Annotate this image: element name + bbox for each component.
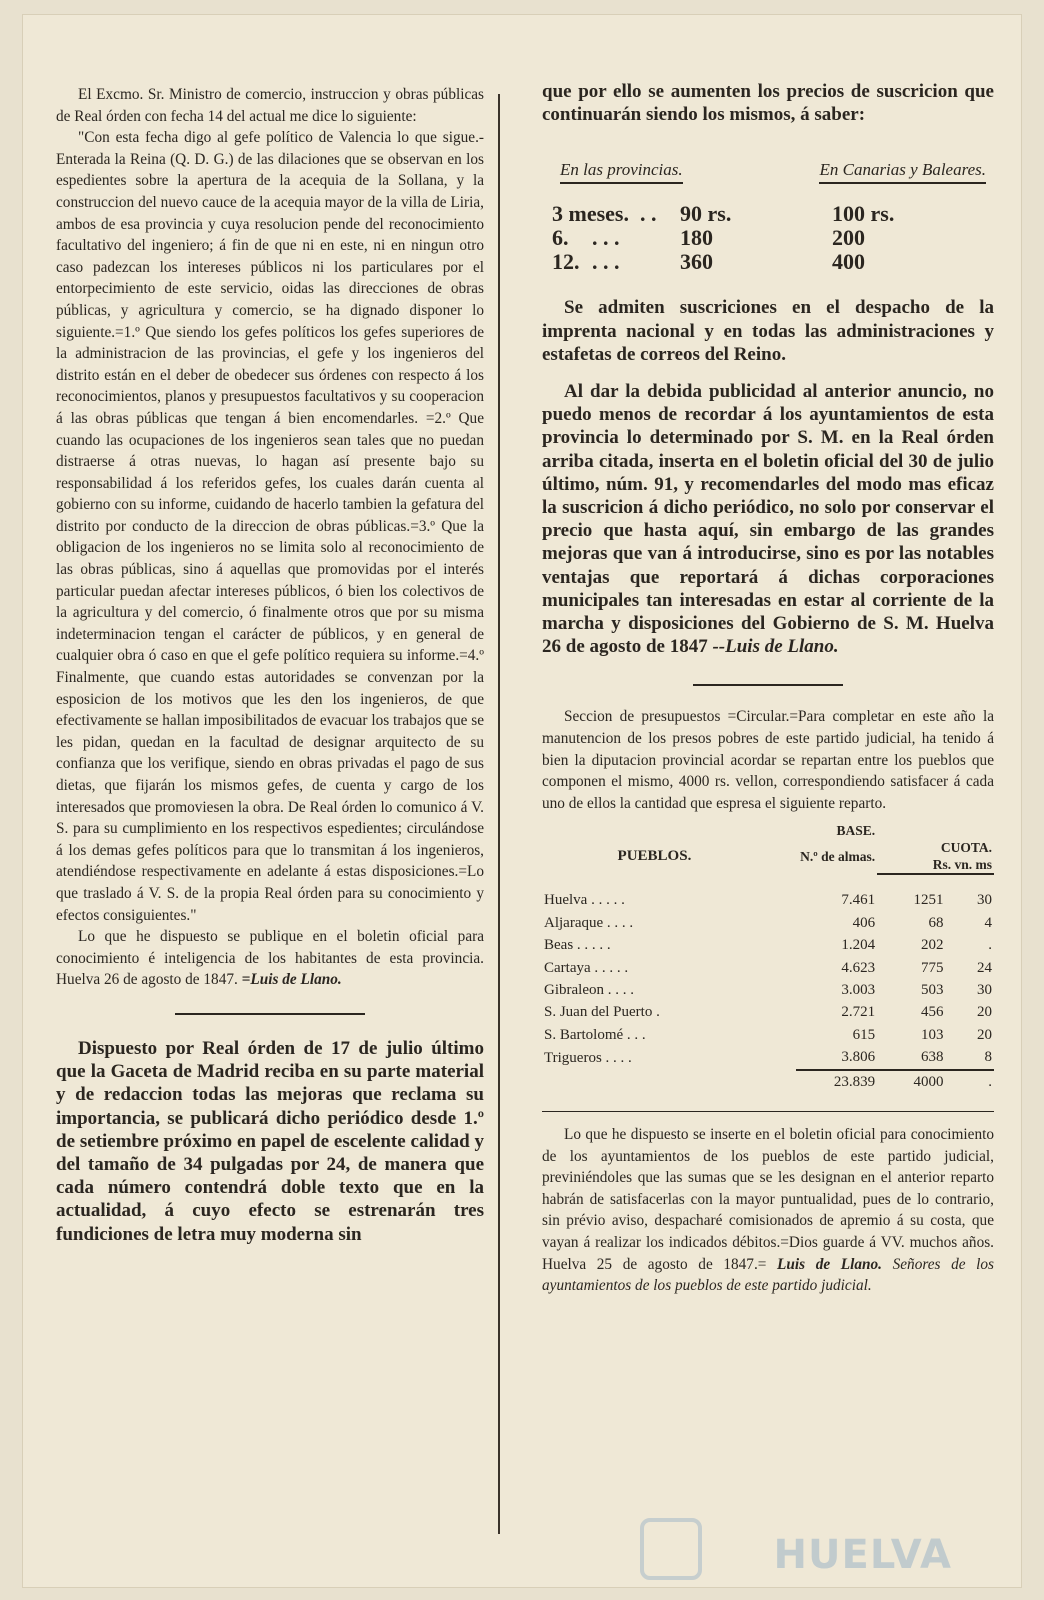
leader-dots: . . . . . [594, 959, 629, 976]
leader-dots: . . . . [605, 1049, 632, 1066]
royal-order-text: "Con esta fecha digo al gefe político de Valencia lo que sigue.- Enterada la Reina (Q. D. G.) de las dilaciones que se observan en los espedientes sobre la apertura de la acequia de la Sollana, y la construccion del nuevo cauce de la acequia mayor de la villa de Liria, ambos de esa provincia y cuya resolucion pende del reconocimiento facultativo del ingeniero; á fin de que ni en este, ni en ningun otro caso padezcan los intereses públicos ni los particulares por el entorpecimiento de este servicio, oidas las direcciones de obras públicas, y agricultura y comercio, se ha dignado disponer lo siguiente.=1.º Que siendo los gefes políticos los gefes superiores de la administracion de las provincias, el gefe y los ingenieros del distrito están en el deber de obedecer sus órdenes con respecto á los reconocimientos, planos y presupuestos facultativos y su cooperacion á las obras públicas que tengan á bien encomendarles. =2.º Que cuando las ocupaciones de los ingenieros sean tales que no puedan distraerse á otras nuevas, lo hagan así presente bajo su responsabilidad á los referidos gefes, los cuales darán cuenta al gobierno con su informe, cuidando de hacerlo tambien la gefatura del distrito por conducto de la direccion de obras públicas.=3.º Que la obligacion de los ingenieros no se limita solo al reconocimiento de las obras públicas, sino á aquellas que promovidas por el interés particular puedan afectar intereses públicos, ó bien los colectivos de la agricultura y del comercio, ó finalmente otros que por su misma indeterminacion tengan el carácter de públicos, y en general de cualquier obra ó caso en que el gefe político requiera su informe.=4.º Finalmente, que cuando estas autoridades se convenzan por la esposicion de los motivos que les den los ingenieros, de que efectivamente se hallan imposibilitados de evacuar los trabajos que se les pidan, quedan en la facultad de designar arquitecto de su confianza que los verifique, siendo en obras privadas el pago de sus dietas, que fijarán los mismos gefes, de cuenta y cargo de los interesados que promoviesen la obra. De Real órden lo comunico á V. S. para su cumplimiento en los respectivos espedientes; circulándose á los demas gefes políticos para que lo transmitan á los ingenieros, atendiéndose respectivamente en adelante á estas disposiciones.=Lo que traslado á V. S. de la propia Real órden para su conocimiento y efectos consiguientes." [56, 129, 484, 924]
total-rs: 4000 [913, 1073, 944, 1090]
price-provincias: 360 [680, 249, 713, 275]
leader-dots: . . . . [607, 982, 634, 999]
publication-note-text: Lo que he dispuesto se publique en el boletin oficial para conocimiento é inteligencia de los habitantes de esta provincia. Huelva 26 de agosto de 1847. [56, 928, 484, 989]
header-cuota: CUOTA. [940, 840, 992, 856]
total-ms: . [988, 1073, 992, 1090]
period: 12. [552, 249, 580, 275]
signature: Luis de Llano. [777, 1255, 882, 1273]
price-canarias: 200 [832, 225, 865, 251]
column-divider [498, 94, 500, 1534]
almas-cell: 1.204 [841, 937, 876, 954]
table-row [542, 957, 994, 979]
header-almas: N.º de almas. [800, 849, 876, 865]
table-row [542, 1024, 994, 1046]
leader-dots: . . . [592, 249, 620, 275]
almas-cell: 7.461 [841, 892, 876, 909]
header-provincias: En las provincias. [560, 160, 683, 184]
left-column [56, 84, 484, 1246]
gaceta-continuation: que por ello se aumenten los precios de suscricion que continuarán siendo los mismos, á saber: [542, 81, 994, 126]
publication-note [56, 926, 484, 991]
ms-cell: 4 [984, 914, 992, 931]
almas-cell: 3.003 [841, 982, 876, 999]
table-row [542, 1046, 994, 1069]
ms-cell: 20 [977, 1026, 992, 1043]
pueblo-name: Trigueros [544, 1049, 602, 1066]
leader-dots: . . [640, 201, 657, 227]
rs-cell: 1251 [913, 892, 944, 909]
price-row [552, 250, 994, 274]
period: 6. [552, 225, 569, 251]
rs-cell: 103 [920, 1026, 944, 1043]
leader-dots: . . . [626, 1026, 646, 1043]
price-canarias: 100 rs. [832, 201, 895, 227]
header-rsvn: Rs. vn. ms [932, 857, 992, 873]
pueblo-name: Cartaya [544, 959, 591, 976]
leader-dots: . . . . [606, 914, 634, 931]
recommendation-text: Al dar la debida publicidad al anterior anuncio, no puedo menos de recordar á los ayuntamientos de esta provincia lo determinado por S. M. en la Real órden arriba citada, inserta en el boletin oficial del 30 de julio último, núm. 91, y recomendarles del modo mas eficaz la suscricion á dicho periódico, no solo por conservar el precio que hasta aquí, sin embargo de las grandes mejoras que van á introducirse, sino es por las notables ventajas que reportará á dichas corporaciones municipales tan interesadas en estar al corriente de la marcha y disposiciones del Gobierno de S. M. Huelva 26 de agosto de 1847 [542, 381, 994, 658]
separator-rule [542, 1111, 994, 1112]
leader-dots: . . . . . [591, 892, 625, 909]
rs-cell: 68 [928, 914, 944, 931]
watermark-logo [640, 1518, 702, 1580]
ms-cell: . [988, 937, 992, 954]
table-row [542, 934, 994, 956]
newspaper-page [22, 14, 1022, 1588]
ms-cell: 24 [977, 959, 992, 976]
price-row [552, 202, 994, 226]
pueblo-name: Huelva [544, 892, 588, 909]
almas-cell: 4.623 [841, 959, 876, 976]
price-row [552, 226, 994, 250]
rs-cell: 456 [920, 1004, 944, 1021]
price-provincias: 90 rs. [680, 201, 732, 227]
signature: =Luis de Llano. [241, 971, 342, 989]
table-row [542, 912, 994, 934]
table-row [542, 889, 994, 911]
closing-notice [542, 1124, 994, 1297]
apportionment-table [542, 822, 994, 1093]
subscription-header [560, 160, 986, 184]
table-row [542, 979, 994, 1001]
table-total-row [542, 1070, 994, 1093]
period: 3 meses. [552, 201, 629, 227]
ms-cell: 8 [945, 1046, 994, 1069]
almas-cell: 3.806 [796, 1046, 878, 1069]
table-row [542, 1001, 994, 1023]
watermark-text: HUELVA [773, 1532, 952, 1578]
budget-circular: Seccion de presupuestos =Circular.=Para completar en este año la manutencion de los presos pobres de este partido judicial, ha tenido á bien la diputacion provincial acordar se repartan entre los pueblos que componen el mismo, 4000 rs. vellon, correspondiendo satisfacer á cada uno de ellos la cantidad que espresa el siguiente reparto. [542, 708, 994, 812]
pueblo-name: Aljaraque [544, 914, 604, 931]
closing-text: Lo que he dispuesto se inserte en el boletin oficial para conocimiento de los ayuntamientos de los pueblos de este partido judicial, previniéndoles que las sumas que se les designan en el anterior reparto habrán de satisfacerlas con la mayor puntualidad, pues de lo contrario, sin prévio aviso, despacharé comisionados de apremio á su costa, que vayan á realizar los indicados débitos.=Dios guarde á VV. muchos años. Huelva 25 de agosto de 1847.= [542, 1126, 994, 1273]
separator-rule [693, 684, 843, 686]
ms-cell: 30 [977, 892, 992, 909]
total-almas: 23.839 [833, 1073, 876, 1090]
header-pueblos: PUEBLOS. [617, 848, 692, 865]
pueblo-name: Beas [544, 937, 574, 954]
ms-cell: 20 [977, 1004, 992, 1021]
separator-rule [175, 1013, 365, 1015]
pueblo-name: Gibraleon [544, 982, 604, 999]
signature: --Luis de Llano. [712, 636, 839, 658]
pueblo-name: S. Juan del Puerto [544, 1004, 653, 1021]
rs-cell: 202 [920, 937, 944, 954]
rs-cell: 775 [920, 959, 944, 976]
almas-cell: 2.721 [841, 1004, 876, 1021]
gaceta-announcement: Dispuesto por Real órden de 17 de julio último que la Gaceta de Madrid reciba en su parte material y de redaccion todas las mejoras que reclama su importancia, se publicará dicho periódico desde 1.º de setiembre próximo en papel de escelente calidad y del tamaño de 34 pulgadas por 24, de manera que cada número contendrá doble texto que en la actualidad, á cuyo efecto se estrenarán tres fundiciones de letra muy moderna sin [56, 1037, 484, 1245]
table-header-row [542, 822, 994, 839]
price-provincias: 180 [680, 225, 713, 251]
table-header-row [542, 839, 994, 874]
leader-dots: . [656, 1004, 660, 1021]
governor-recommendation [542, 380, 994, 658]
ministerial-intro: El Excmo. Sr. Ministro de comercio, instruccion y obras públicas de Real órden con fecha 14 del actual me dice lo siguiente: [56, 86, 484, 125]
almas-cell: 615 [852, 1026, 876, 1043]
leader-dots: . . . . . [576, 937, 611, 954]
ms-cell: 30 [977, 982, 992, 999]
price-canarias: 400 [832, 249, 865, 275]
subscription-points: Se admiten suscriciones en el despacho de la imprenta nacional y en todas las administraciones y estafetas de correos del Reino. [542, 297, 994, 365]
addressee: Señores de los ayuntamientos de los pueblos de este partido judicial. [542, 1255, 994, 1295]
rs-cell: 638 [877, 1046, 945, 1069]
pueblo-name: S. Bartolomé [544, 1026, 624, 1043]
header-canarias: En Canarias y Baleares. [819, 160, 986, 184]
header-base: BASE. [836, 823, 876, 839]
right-column [542, 80, 994, 1297]
leader-dots: . . . [592, 225, 620, 251]
rs-cell: 503 [920, 982, 944, 999]
almas-cell: 406 [852, 914, 876, 931]
subscription-prices [552, 202, 994, 274]
